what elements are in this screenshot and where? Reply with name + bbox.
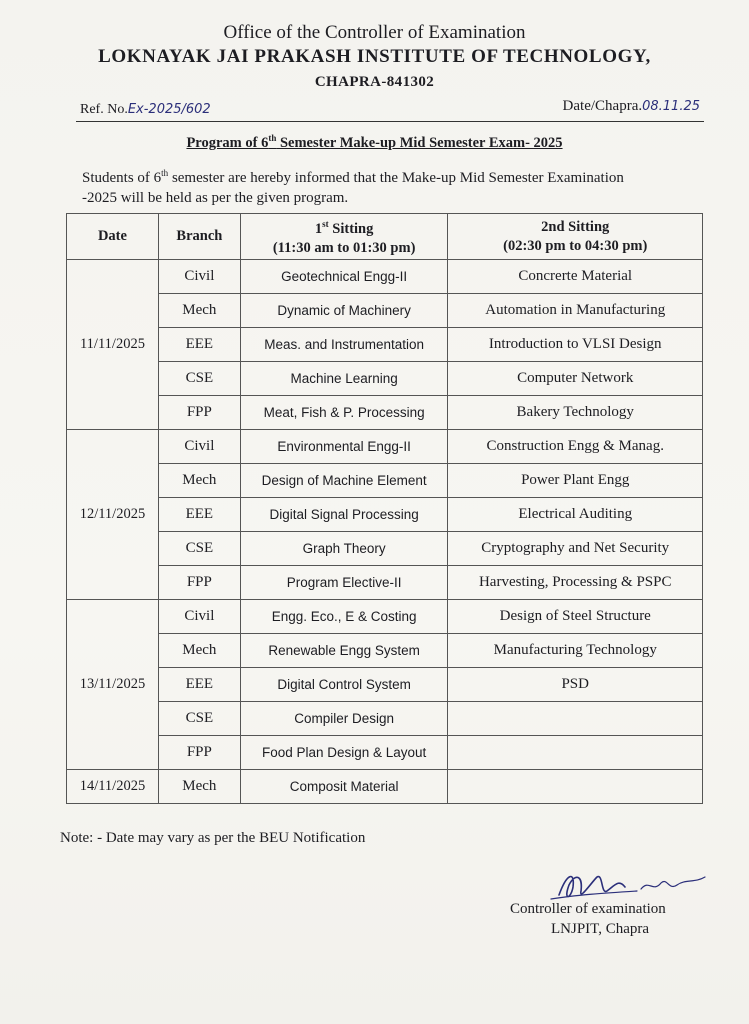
cell-sitting-2: Harvesting, Processing & PSPC (448, 566, 703, 600)
cell-sitting-2: Automation in Manufacturing (448, 294, 703, 328)
cell-sitting-1: Compiler Design (240, 702, 448, 736)
cell-branch: FPP (158, 736, 240, 770)
cell-branch: Civil (158, 430, 240, 464)
cell-branch: FPP (158, 566, 240, 600)
cell-sitting-2: Power Plant Engg (448, 464, 703, 498)
cell-sitting-1: Food Plan Design & Layout (240, 736, 448, 770)
schedule-body (67, 260, 703, 804)
cell-sitting-1: Digital Control System (240, 668, 448, 702)
program-title-pre: Program of 6 (186, 134, 269, 151)
cell-sitting-1: Program Elective-II (240, 566, 448, 600)
date-value: 08.11.25 (642, 99, 700, 114)
signature-block (505, 865, 715, 945)
cell-date: 11/11/2025 (67, 260, 159, 430)
cell-branch: Civil (158, 260, 240, 294)
cell-date: 13/11/2025 (67, 600, 159, 770)
sitting1-sup: st (322, 219, 329, 230)
cell-sitting-1: Environmental Engg-II (240, 430, 448, 464)
cell-sitting-1: Geotechnical Engg-II (240, 260, 448, 294)
cell-sitting-2: Design of Steel Structure (448, 600, 703, 634)
header-divider (76, 121, 704, 122)
issue-date (563, 98, 700, 115)
table-row (67, 362, 703, 396)
date-label: Date/Chapra. (562, 98, 643, 114)
cell-branch: EEE (158, 668, 240, 702)
cell-branch: CSE (158, 362, 240, 396)
sitting1-num: 1 (314, 220, 323, 237)
cell-sitting-2: Manufacturing Technology (448, 634, 703, 668)
intro-paragraph (82, 163, 662, 208)
sitting2-time: (02:30 pm to 04:30 pm) (503, 237, 648, 254)
table-row (67, 498, 703, 532)
table-row (67, 702, 703, 736)
cell-sitting-2 (448, 736, 703, 770)
cell-branch: Mech (158, 294, 240, 328)
cell-sitting-1: Meas. and Instrumentation (240, 328, 448, 362)
table-row (67, 770, 703, 804)
table-row (67, 566, 703, 600)
sitting1-time: (11:30 am to 01:30 pm) (272, 239, 416, 256)
cell-sitting-2: Bakery Technology (448, 396, 703, 430)
table-row (67, 600, 703, 634)
program-title (0, 133, 749, 152)
sitting2-label: 2nd Sitting (541, 218, 610, 235)
ref-label: Ref. No. (80, 102, 128, 117)
intro-sup: th (161, 168, 169, 178)
cell-sitting-2: Computer Network (448, 362, 703, 396)
cell-sitting-1: Dynamic of Machinery (240, 294, 448, 328)
header-sitting-2 (448, 214, 703, 260)
table-row (67, 430, 703, 464)
cell-branch: EEE (158, 328, 240, 362)
cell-branch: FPP (158, 396, 240, 430)
cell-branch: CSE (158, 702, 240, 736)
cell-date: 12/11/2025 (67, 430, 159, 600)
table-row (67, 532, 703, 566)
institute-name: LOKNAYAK JAI PRAKASH INSTITUTE OF TECHNOLOGY, (98, 46, 651, 67)
cell-sitting-1: Machine Learning (240, 362, 448, 396)
cell-sitting-1: Digital Signal Processing (240, 498, 448, 532)
table-row (67, 396, 703, 430)
cell-sitting-1: Renewable Engg System (240, 634, 448, 668)
cell-branch: Civil (158, 600, 240, 634)
intro-post: semester are hereby informed that the Make-up Mid Semester Examination -2025 will be held as per the given program. (82, 170, 624, 206)
note-text: Note: - Date may vary as per the BEU Notification (60, 830, 366, 846)
table-row (67, 328, 703, 362)
cell-sitting-2: Electrical Auditing (448, 498, 703, 532)
header-branch: Branch (158, 214, 240, 260)
signatory-institute: LNJPIT, Chapra (551, 921, 650, 937)
cell-sitting-2: Cryptography and Net Security (448, 532, 703, 566)
intro-pre: Students of 6 (82, 170, 162, 186)
cell-sitting-1: Design of Machine Element (240, 464, 448, 498)
table-row (67, 634, 703, 668)
header-date: Date (67, 214, 159, 260)
cell-sitting-1: Composit Material (240, 770, 448, 804)
cell-sitting-1: Graph Theory (240, 532, 448, 566)
cell-sitting-1: Meat, Fish & P. Processing (240, 396, 448, 430)
cell-sitting-2: Introduction to VLSI Design (448, 328, 703, 362)
cell-sitting-2 (448, 702, 703, 736)
cell-sitting-1: Engg. Eco., E & Costing (240, 600, 448, 634)
table-header-row (67, 214, 703, 260)
exam-schedule-table (66, 213, 703, 804)
cell-branch: Mech (158, 770, 240, 804)
reference-number (80, 102, 211, 118)
cell-branch: Mech (158, 634, 240, 668)
program-title-sup: th (268, 133, 277, 143)
reference-row (80, 98, 700, 122)
cell-date: 14/11/2025 (67, 770, 159, 804)
table-row (67, 294, 703, 328)
cell-sitting-2: PSD (448, 668, 703, 702)
table-row (67, 260, 703, 294)
cell-sitting-2 (448, 770, 703, 804)
ref-value: Ex-2025/602 (127, 102, 211, 117)
header-sitting-1 (240, 214, 448, 260)
cell-sitting-2: Concrerte Material (448, 260, 703, 294)
cell-branch: CSE (158, 532, 240, 566)
table-row (67, 736, 703, 770)
cell-branch: Mech (158, 464, 240, 498)
office-title: Office of the Controller of Examination (223, 22, 526, 43)
table-row (67, 464, 703, 498)
program-title-post: Semester Make-up Mid Semester Exam- 2025 (276, 134, 563, 151)
cell-sitting-2: Construction Engg & Manag. (448, 430, 703, 464)
institute-address: CHAPRA-841302 (314, 74, 435, 90)
signatory-title: Controller of examination (510, 901, 666, 917)
sitting1-word: Sitting (328, 220, 374, 237)
table-row (67, 668, 703, 702)
cell-branch: EEE (158, 498, 240, 532)
